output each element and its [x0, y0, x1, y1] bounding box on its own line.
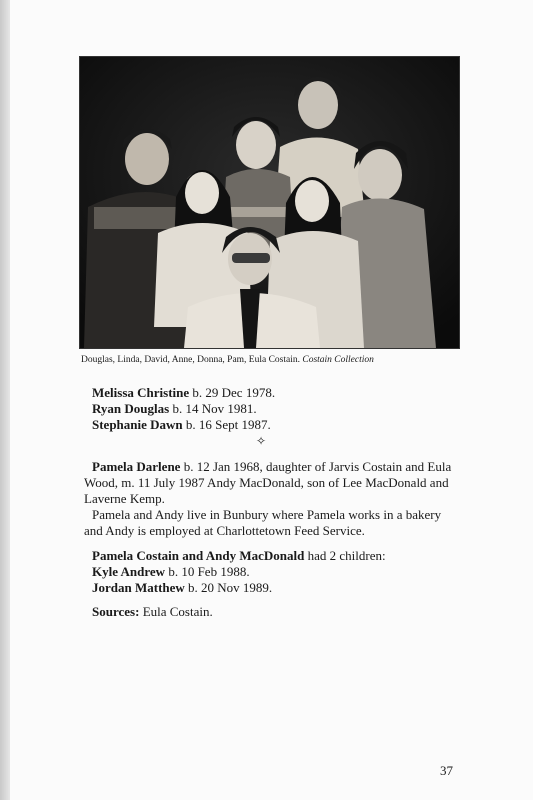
list-item: [92, 385, 472, 401]
entry-name: Pamela Darlene: [92, 459, 181, 474]
child-name: Jordan Matthew: [92, 580, 185, 595]
child-birth: b. 14 Nov 1981.: [169, 401, 257, 416]
children-list-1: [92, 385, 472, 433]
entry-line: Pamela and Andy live in Bunbury where Pamela works in a bakery: [92, 507, 442, 522]
child-name: Ryan Douglas: [92, 401, 170, 416]
page-number: 37: [440, 763, 453, 778]
sources-line: [92, 604, 472, 620]
heading-text: had 2 children:: [304, 548, 386, 563]
family-photograph: [79, 56, 460, 349]
caption-credit: Costain Collection: [302, 355, 374, 365]
sources: [92, 604, 472, 620]
entry-line: and Andy is employed at Charlottetown Feed Service.: [84, 523, 365, 538]
section-separator-icon: ✧: [256, 434, 267, 448]
child-name: Stephanie Dawn: [92, 417, 183, 432]
list-item: [92, 564, 472, 580]
children-heading: [92, 548, 472, 564]
child-birth: b. 10 Feb 1988.: [165, 564, 250, 579]
child-birth: b. 20 Nov 1989.: [184, 580, 273, 595]
child-name: Kyle Andrew: [92, 564, 166, 579]
child-birth: b. 16 Sept 1987.: [182, 417, 271, 432]
page-edge-shadow: [0, 0, 10, 800]
caption-text: Douglas, Linda, David, Anne, Donna, Pam, Eula Costain.: [81, 355, 300, 365]
entry-line: Laverne Kemp.: [84, 491, 165, 506]
list-item: [92, 401, 472, 417]
photo-caption: [81, 355, 481, 365]
entry-text: b. 12 Jan 1968, daughter of Jarvis Costain and Eula: [180, 459, 452, 474]
child-birth: b. 29 Dec 1978.: [189, 385, 276, 400]
sources-value: Eula Costain.: [139, 604, 213, 619]
child-name: Melissa Christine: [92, 385, 190, 400]
entry-line: Wood, m. 11 July 1987 Andy MacDonald, son of Lee MacDonald and: [84, 475, 449, 490]
family-photo-image: [80, 57, 459, 348]
entry-pamela: [84, 459, 467, 539]
children-list-2: [92, 548, 472, 596]
list-item: [92, 580, 472, 596]
list-item: [92, 417, 472, 433]
sources-label: Sources:: [92, 604, 140, 619]
entry-line: [92, 459, 467, 475]
parents-names: Pamela Costain and Andy MacDonald: [92, 548, 305, 563]
